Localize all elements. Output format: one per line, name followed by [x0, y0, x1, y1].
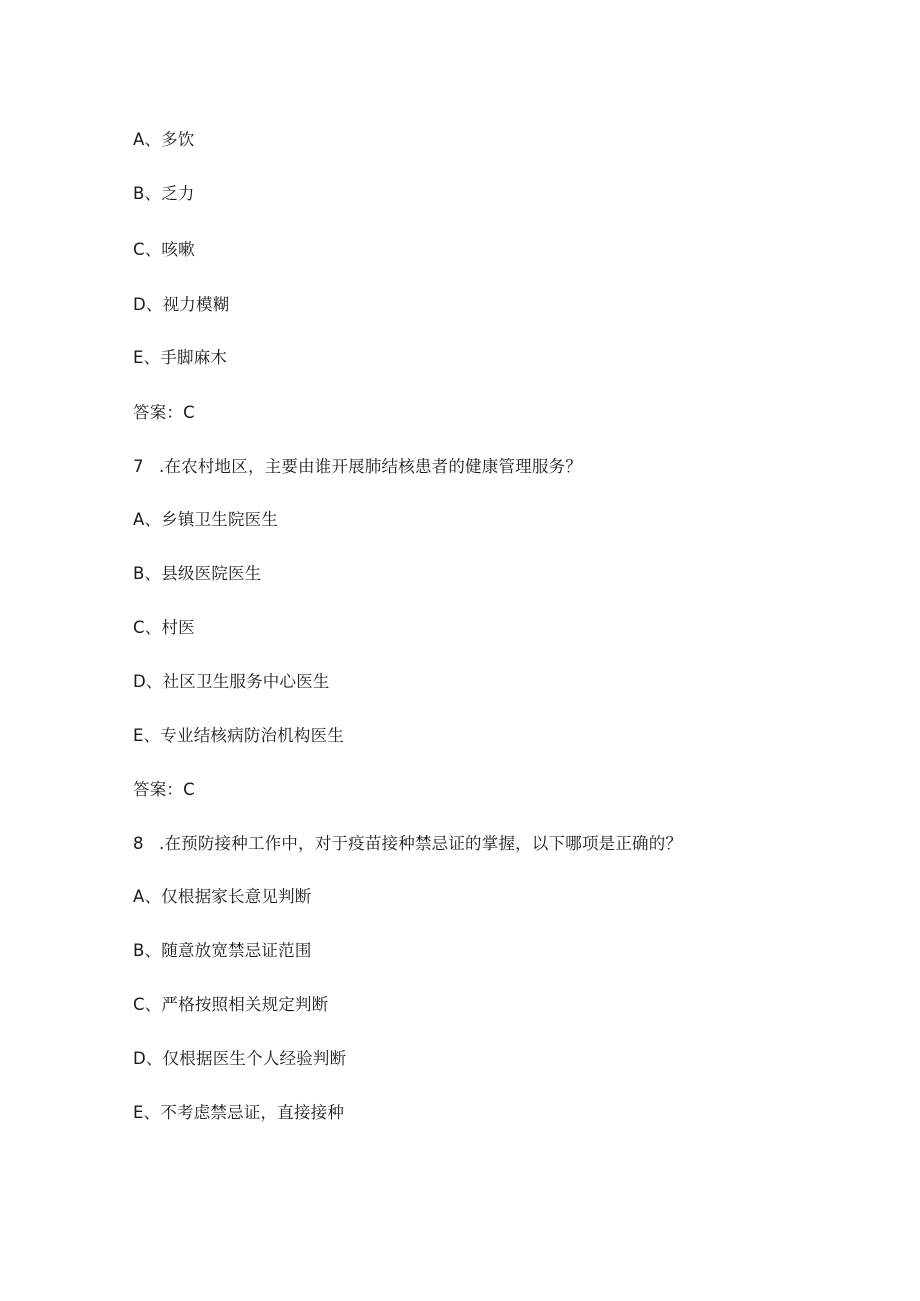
- q6-option-a: A、多饮: [133, 130, 195, 149]
- q7-text: .在农村地区，主要由谁开展肺结核患者的健康管理服务？: [159, 457, 582, 476]
- q7-number: 7: [133, 457, 144, 476]
- q6-answer: 答案：C: [133, 403, 195, 422]
- q6-option-c: C、咳嗽: [133, 240, 195, 259]
- q8-question: [133, 834, 682, 854]
- q6-option-b: B、乏力: [133, 184, 195, 203]
- q6-option-d: D、视力模糊: [133, 295, 230, 314]
- q7-answer: 答案：C: [133, 780, 195, 799]
- q8-option-c: C、严格按照相关规定判断: [133, 995, 329, 1014]
- q7-option-c: C、村医: [133, 618, 195, 637]
- q7-option-e: E、专业结核病防治机构医生: [133, 726, 345, 745]
- q8-option-d: D、仅根据医生个人经验判断: [133, 1049, 347, 1068]
- q8-text: .在预防接种工作中，对于疫苗接种禁忌证的掌握，以下哪项是正确的？: [159, 834, 683, 853]
- q7-option-a: A、乡镇卫生院医生: [133, 510, 279, 529]
- q8-option-a: A、仅根据家长意见判断: [133, 887, 312, 906]
- q7-option-b: B、县级医院医生: [133, 564, 262, 583]
- q7-question: [133, 457, 582, 477]
- q8-option-e: E、不考虑禁忌证，直接接种: [133, 1103, 345, 1122]
- q6-option-e: E、手脚麻木: [133, 348, 228, 367]
- q8-option-b: B、随意放宽禁忌证范围: [133, 941, 312, 960]
- q8-number: 8: [133, 834, 144, 853]
- q7-option-d: D、社区卫生服务中心医生: [133, 672, 330, 691]
